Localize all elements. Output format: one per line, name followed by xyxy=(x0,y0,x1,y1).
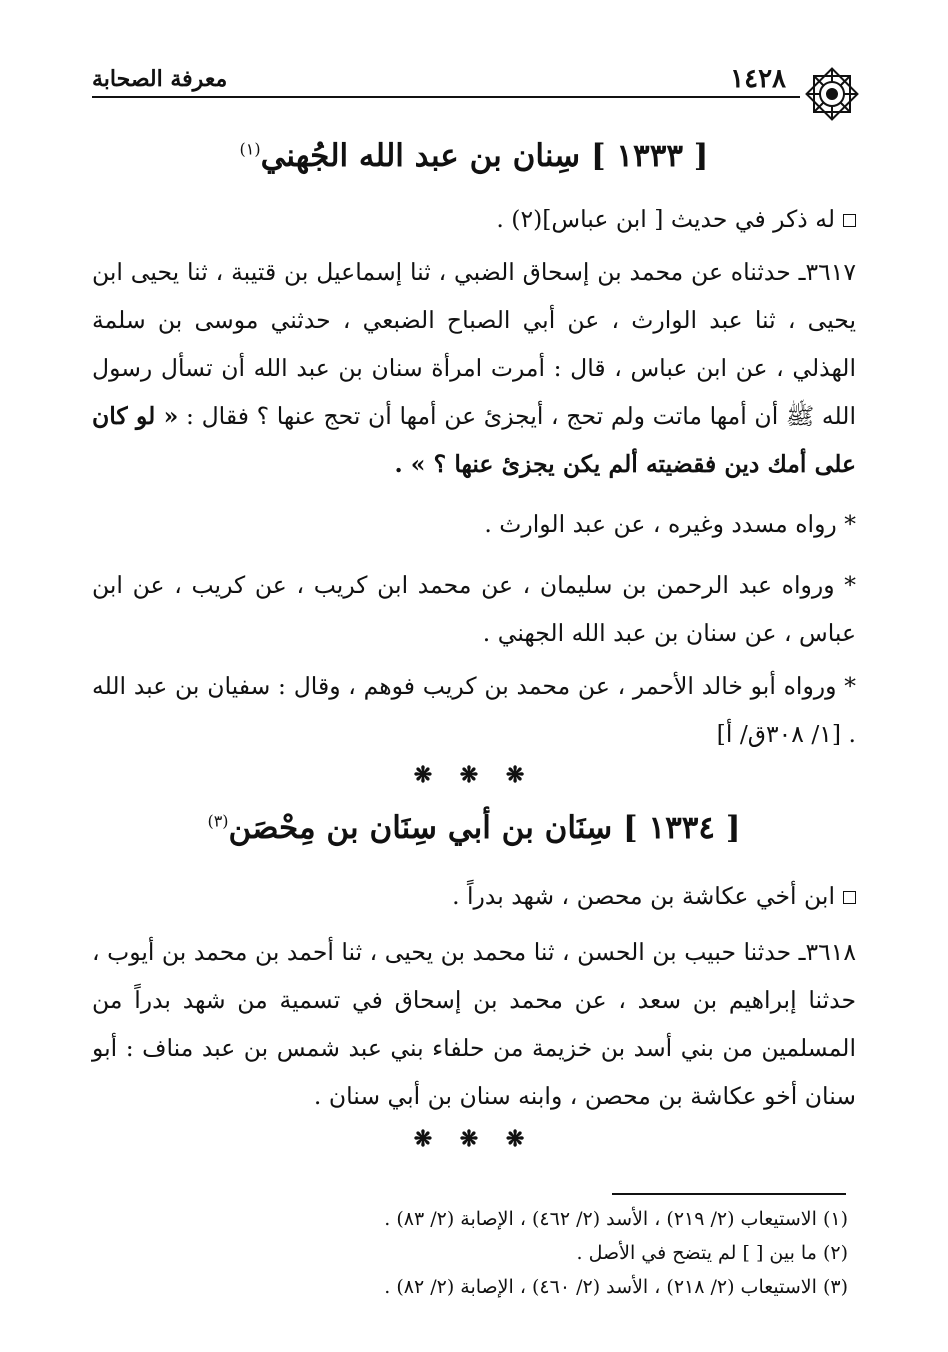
page-number: ١٤٢٨ xyxy=(730,64,786,94)
hadith-text: ٣٦١٧ـ حدثناه عن محمد بن إسحاق الضبي ، ثنا إسماعيل بن قتيبة ، ثنا يحيى ابن يحيى ، ثنا عبد الوارث ، عن أبي الصباح الضبعي ، حدثني موسى بن سلمة الهذلي ، عن ابن عباس ، قال : أمرت امرأة سنان بن عبد الله أن تسأل رسول الله ﷺ أن أمها ماتت ولم تحج ، أيجزئ عن أمها أن تحج عنها ؟ فقال : xyxy=(92,258,856,430)
entry-heading-1333 xyxy=(92,138,856,174)
hadith-quote: « لو كان على أمك دين فقضيته ألم يكن يجزئ عنها ؟ » . xyxy=(92,402,856,478)
entry-intro xyxy=(92,872,856,920)
narration-note: * رواه مسدد وغيره ، عن عبد الوارث . xyxy=(484,510,856,538)
narration-note: * ورواه أبو خالد الأحمر ، عن محمد بن كريب فوهم ، وقال : سفيان بن عبد الله . [١/ ٣٠٨ق/ أ] xyxy=(92,672,856,748)
footnote-2: (٢) ما بين [ ] لم يتضح في الأصل . xyxy=(576,1242,848,1264)
entry-heading-text: [ ١٣٣٣ ] سِنان بن عبد الله الجُهني xyxy=(260,138,709,174)
entry-intro xyxy=(92,195,856,243)
hadith-3617 xyxy=(92,248,856,488)
footnote-divider xyxy=(612,1193,846,1195)
section-separator: ❋ ❋ ❋ xyxy=(413,1126,535,1152)
running-header xyxy=(92,58,856,98)
square-bullet-icon xyxy=(843,214,856,227)
footnote-ref: (١) xyxy=(239,139,261,159)
footnote-1: (١) الاستيعاب (٢/ ٢١٩) ، الأسد (٢/ ٤٦٢) ، الإصابة (٢/ ٨٣) . xyxy=(384,1208,848,1230)
entry-intro-text: له ذكر في حديث [ ابن عباس](٢) . xyxy=(496,205,835,233)
entry-intro-text: ابن أخي عكاشة بن محصن ، شهد بدراً . xyxy=(452,882,835,910)
footnote-ref: (٣) xyxy=(207,811,229,831)
narration-note: * ورواه عبد الرحمن بن سليمان ، عن محمد ابن كريب ، عن كريب ، عن ابن عباس ، عن سنان بن عبد الله الجهني . xyxy=(92,571,856,647)
footnote-3: (٣) الاستيعاب (٢/ ٢١٨) ، الأسد (٢/ ٤٦٠) ، الإصابة (٢/ ٨٢) . xyxy=(384,1276,848,1298)
entry-heading-text: [ ١٣٣٤ ] سِنَان بن أبي سِنَان بن مِحْصَن xyxy=(228,810,741,846)
ornament-icon xyxy=(800,62,864,126)
section-separator: ❋ ❋ ❋ xyxy=(413,762,535,788)
hadith-3618: ٣٦١٨ـ حدثنا حبيب بن الحسن ، ثنا محمد بن يحيى ، ثنا أحمد بن محمد بن أيوب ، حدثنا إبراهيم بن سعد ، عن محمد بن إسحاق في تسمية من شهد بدراً من المسلمين من بني أسد بن خزيمة من حلفاء بني عبد شمس بن عبد مناف : أبو سنان أخو عكاشة بن محصن ، وابنه سنان بن أبي سنان . xyxy=(92,938,856,1110)
square-bullet-icon xyxy=(843,891,856,904)
book-title: معرفة الصحابة xyxy=(92,66,228,92)
entry-heading-1334 xyxy=(92,810,856,846)
